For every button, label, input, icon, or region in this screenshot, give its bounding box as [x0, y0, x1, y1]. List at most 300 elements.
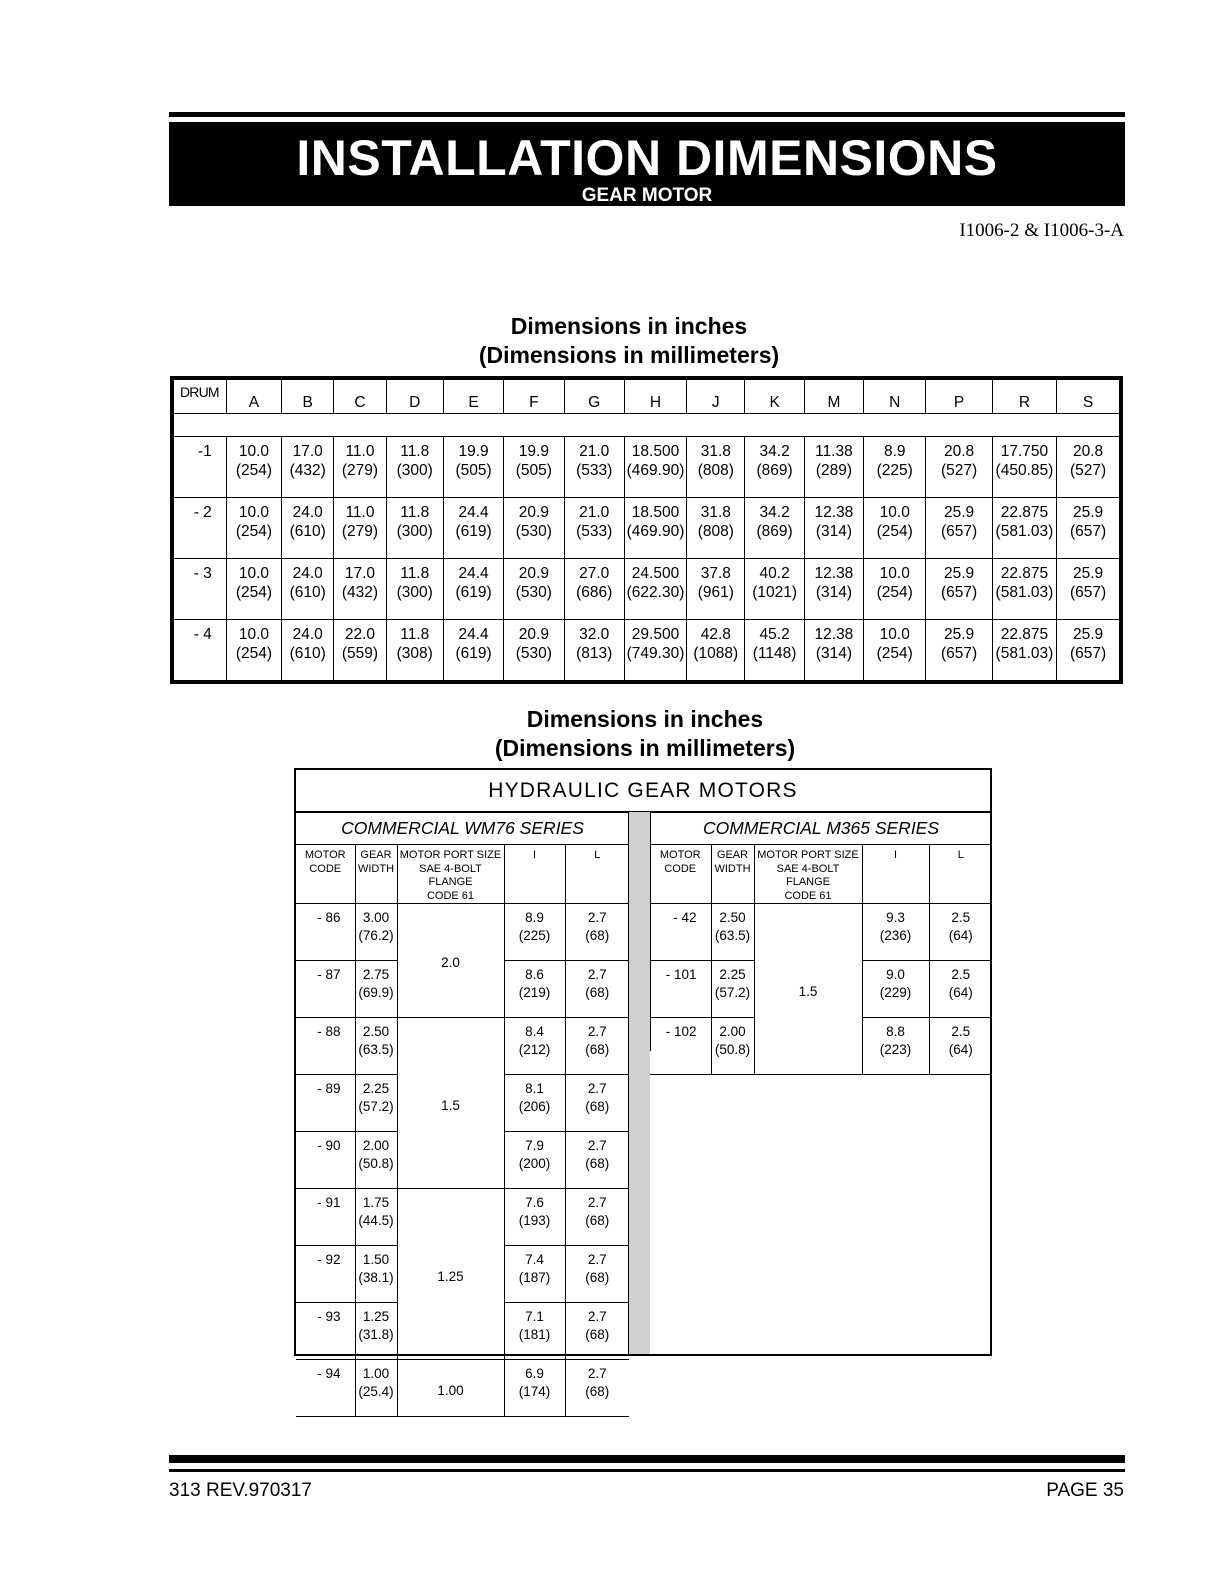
table-row	[296, 1189, 629, 1246]
drum-label: - 4	[172, 620, 226, 683]
value-millimeters: (300)	[396, 523, 433, 540]
value-inches: 10.0	[238, 565, 269, 582]
column-header: J	[687, 378, 745, 414]
l-dimension	[565, 961, 629, 1018]
header-line: SAE 4-BOLT FLANGE	[776, 862, 840, 888]
dimension-cell	[804, 559, 863, 620]
motor-code-header	[296, 845, 355, 904]
value-millimeters: (619)	[455, 523, 492, 540]
dimension-cell	[745, 620, 804, 683]
value-millimeters: (64)	[948, 1041, 973, 1057]
value-millimeters: (254)	[876, 523, 913, 540]
port-size: 1.00	[397, 1360, 504, 1417]
value-inches: 24.500	[631, 565, 680, 582]
dimension-cell	[804, 498, 863, 559]
dimension-cell	[226, 559, 281, 620]
value-millimeters: (69.9)	[358, 984, 394, 1000]
value-millimeters: (505)	[515, 462, 552, 479]
value-inches: 7.4	[525, 1252, 544, 1267]
value-inches: 2.7	[587, 1309, 607, 1324]
value-millimeters: (254)	[235, 523, 273, 540]
gear-width	[355, 961, 397, 1018]
motor-table-caption	[33, 705, 1224, 763]
value-inches: 45.2	[759, 626, 790, 643]
dimension-cell	[226, 437, 281, 498]
dimension-cell	[334, 498, 386, 559]
value-inches: 8.1	[525, 1081, 544, 1096]
motor-code: - 90	[296, 1132, 355, 1189]
value-inches: 11.8	[400, 504, 430, 521]
dimension-cell	[334, 559, 386, 620]
header-line: MOTOR PORT SIZE	[757, 849, 859, 861]
value-inches: 19.9	[458, 443, 489, 460]
value-inches: 20.9	[518, 565, 549, 582]
value-inches: 10.0	[238, 443, 269, 460]
l-dimension	[929, 904, 992, 961]
value-inches: 17.0	[344, 565, 376, 582]
l-dimension	[565, 904, 629, 961]
header-line: MOTOR	[659, 849, 701, 861]
port-size: 1.5	[397, 1018, 504, 1189]
dimension-cell	[745, 559, 804, 620]
value-inches: 25.9	[1072, 504, 1104, 521]
value-inches: 24.4	[458, 504, 489, 521]
value-inches: 2.5	[951, 910, 971, 925]
value-millimeters: (223)	[879, 1041, 912, 1057]
motor-code: - 92	[296, 1246, 355, 1303]
dimension-cell	[624, 620, 686, 683]
gear-width	[355, 1189, 397, 1246]
i-dimension	[504, 1360, 565, 1417]
header-line: WIDTH	[357, 862, 395, 875]
l-dimension	[565, 1075, 629, 1132]
column-header: K	[745, 378, 804, 414]
header-line: MOTOR PORT SIZE	[399, 849, 502, 861]
value-millimeters: (505)	[455, 462, 492, 479]
value-inches: 7.6	[525, 1195, 544, 1210]
value-millimeters: (68)	[585, 927, 610, 943]
i-dimension	[862, 904, 929, 961]
dimension-cell	[992, 620, 1056, 683]
header-line: CODE 61	[784, 889, 832, 902]
value-millimeters: (57.2)	[714, 984, 751, 1000]
dimension-cell	[926, 498, 992, 559]
i-dimension	[862, 1018, 929, 1075]
header-row	[172, 378, 1121, 414]
drum-label: - 3	[172, 559, 226, 620]
dimension-cell	[386, 498, 443, 559]
value-inches: 25.9	[943, 565, 975, 582]
dimension-cell	[992, 437, 1056, 498]
value-inches: 25.9	[1072, 565, 1104, 582]
dimension-cell	[864, 437, 926, 498]
value-millimeters: (68)	[585, 1041, 610, 1057]
port-size: 2.0	[397, 904, 504, 1018]
value-millimeters: (1021)	[752, 584, 798, 601]
value-millimeters: (206)	[518, 1098, 551, 1114]
l-header: L	[565, 845, 629, 904]
drum-dimensions-table	[170, 376, 1123, 684]
title-banner	[169, 122, 1125, 206]
value-inches: 32.0	[579, 626, 610, 643]
dimension-cell	[624, 437, 686, 498]
value-millimeters: (68)	[585, 1155, 610, 1171]
series-divider	[628, 812, 651, 1354]
value-millimeters: (76.2)	[358, 927, 394, 943]
value-millimeters: (610)	[289, 523, 326, 540]
value-inches: 25.9	[943, 504, 975, 521]
value-millimeters: (68)	[585, 1326, 610, 1342]
motor-code: - 42	[650, 904, 711, 961]
table-row	[172, 559, 1121, 620]
value-millimeters: (581.03)	[995, 584, 1054, 601]
footer-right: PAGE 35	[1046, 1480, 1124, 1501]
column-header: S	[1057, 378, 1121, 414]
value-millimeters: (657)	[1069, 645, 1107, 662]
dimension-cell	[443, 620, 503, 683]
l-header: L	[929, 845, 992, 904]
value-inches: 20.9	[518, 504, 549, 521]
value-inches: 2.7	[587, 1252, 607, 1267]
value-inches: 1.00	[362, 1366, 390, 1381]
gear-width	[355, 1360, 397, 1417]
motor-code: - 87	[296, 961, 355, 1018]
dimension-cell	[745, 498, 804, 559]
value-millimeters: (530)	[515, 523, 552, 540]
page-title: INSTALLATION DIMENSIONS	[296, 130, 998, 186]
gear-width	[711, 904, 754, 961]
document-reference: I1006-2 & I1006-3-A	[959, 220, 1124, 241]
value-millimeters: (314)	[815, 645, 853, 662]
value-inches: 25.9	[943, 626, 975, 643]
column-header: F	[504, 378, 564, 414]
value-inches: 24.0	[292, 626, 323, 643]
drum-table-caption	[17, 312, 1224, 370]
value-inches: 8.9	[525, 910, 544, 925]
gear-width	[355, 904, 397, 961]
motor-code: - 101	[650, 961, 711, 1018]
value-millimeters: (31.8)	[358, 1326, 394, 1342]
value-millimeters: (610)	[289, 584, 326, 601]
l-dimension	[929, 1018, 992, 1075]
dimension-cell	[564, 620, 624, 683]
value-inches: 1.75	[362, 1195, 390, 1210]
drum-label: -1	[172, 437, 226, 498]
footer-rule	[169, 1455, 1125, 1463]
value-millimeters: (657)	[1069, 584, 1107, 601]
value-inches: 7.1	[525, 1309, 544, 1324]
value-millimeters: (808)	[697, 523, 734, 540]
port-size-header	[754, 845, 862, 904]
dimension-cell	[804, 437, 863, 498]
value-millimeters: (749.30)	[626, 645, 685, 662]
value-millimeters: (68)	[585, 1383, 610, 1399]
port-size: 1.25	[397, 1189, 504, 1360]
table-row	[172, 498, 1121, 559]
value-inches: 2.7	[587, 1366, 607, 1381]
value-millimeters: (469.90)	[626, 523, 685, 540]
table-row	[172, 620, 1121, 683]
i-dimension	[504, 904, 565, 961]
motor-code: - 94	[296, 1360, 355, 1417]
value-inches: 20.8	[943, 443, 975, 460]
value-millimeters: (314)	[815, 523, 853, 540]
motor-code: - 102	[650, 1018, 711, 1075]
value-inches: 2.00	[362, 1138, 390, 1153]
value-inches: 22.875	[1000, 565, 1049, 582]
dimension-cell	[1057, 498, 1121, 559]
value-millimeters: (808)	[697, 462, 734, 479]
value-millimeters: (225)	[876, 462, 913, 479]
caption-line-2: (Dimensions in millimeters)	[478, 342, 780, 368]
header-line: GEAR	[360, 849, 392, 861]
dimension-cell	[504, 620, 564, 683]
value-millimeters: (254)	[235, 462, 273, 479]
value-inches: 8.8	[886, 1024, 905, 1039]
value-millimeters: (530)	[515, 584, 552, 601]
dimension-cell	[504, 559, 564, 620]
header-line: CODE 61	[426, 889, 475, 902]
value-millimeters: (254)	[876, 645, 913, 662]
motor-code-header	[650, 845, 711, 904]
column-header-row	[296, 845, 629, 904]
port-size: 1.5	[754, 904, 862, 1075]
i-dimension	[862, 961, 929, 1018]
value-inches: 20.8	[1072, 443, 1104, 460]
value-inches: 12.38	[814, 565, 854, 582]
dimension-cell	[864, 620, 926, 683]
column-header: G	[564, 378, 624, 414]
m365-series-table	[650, 812, 992, 1075]
value-millimeters: (469.90)	[626, 462, 685, 479]
dimension-cell	[282, 620, 334, 683]
value-inches: 1.50	[362, 1252, 390, 1267]
value-millimeters: (225)	[518, 927, 551, 943]
value-millimeters: (181)	[518, 1326, 551, 1342]
dimension-cell	[386, 559, 443, 620]
column-header: R	[992, 378, 1056, 414]
value-millimeters: (813)	[576, 645, 613, 662]
dimension-cell	[926, 559, 992, 620]
dimension-cell	[564, 437, 624, 498]
drum-label: - 2	[172, 498, 226, 559]
value-millimeters: (63.5)	[714, 927, 751, 943]
dimension-cell	[334, 620, 386, 683]
value-inches: 12.38	[814, 504, 854, 521]
value-millimeters: (527)	[940, 462, 978, 479]
value-millimeters: (236)	[879, 927, 912, 943]
motor-code: - 91	[296, 1189, 355, 1246]
value-millimeters: (289)	[815, 462, 853, 479]
value-millimeters: (38.1)	[358, 1269, 394, 1285]
value-inches: 11.0	[345, 443, 375, 460]
value-inches: 8.4	[525, 1024, 544, 1039]
dimension-cell	[624, 559, 686, 620]
gear-width-header	[711, 845, 754, 904]
caption-line-2: (Dimensions in millimeters)	[494, 735, 796, 761]
value-inches: 17.750	[1000, 443, 1049, 460]
value-inches: 10.0	[879, 626, 910, 643]
spacer-row	[172, 414, 1121, 437]
dimension-cell	[745, 437, 804, 498]
value-inches: 11.8	[400, 626, 430, 643]
value-millimeters: (64)	[948, 984, 973, 1000]
dimension-cell	[864, 559, 926, 620]
value-inches: 31.8	[700, 504, 731, 521]
value-millimeters: (308)	[396, 645, 433, 662]
value-millimeters: (581.03)	[995, 645, 1054, 662]
dimension-cell	[687, 620, 745, 683]
page-subtitle: GEAR MOTOR	[581, 185, 713, 206]
l-dimension	[565, 1303, 629, 1360]
value-inches: 2.75	[362, 967, 390, 982]
value-inches: 10.0	[238, 504, 269, 521]
dimension-cell	[226, 498, 281, 559]
gear-width	[355, 1246, 397, 1303]
value-millimeters: (68)	[585, 1212, 610, 1228]
value-inches: 8.9	[883, 443, 906, 460]
value-millimeters: (50.8)	[358, 1155, 394, 1171]
dimension-cell	[443, 437, 503, 498]
dimension-cell	[992, 498, 1056, 559]
i-dimension	[504, 1246, 565, 1303]
l-dimension	[565, 1246, 629, 1303]
value-inches: 27.0	[579, 565, 610, 582]
value-inches: 2.25	[719, 967, 746, 982]
l-dimension	[565, 1132, 629, 1189]
i-header: I	[504, 845, 565, 904]
column-header: P	[926, 378, 992, 414]
value-millimeters: (869)	[756, 462, 793, 479]
value-millimeters: (254)	[235, 584, 273, 601]
value-millimeters: (279)	[341, 462, 379, 479]
value-inches: 11.38	[815, 443, 853, 460]
header-line: WIDTH	[714, 862, 751, 875]
value-inches: 1.25	[362, 1309, 390, 1324]
value-inches: 2.7	[587, 1195, 607, 1210]
value-millimeters: (657)	[940, 645, 978, 662]
value-inches: 9.3	[886, 910, 905, 925]
value-millimeters: (212)	[518, 1041, 551, 1057]
motor-code: - 86	[296, 904, 355, 961]
value-millimeters: (229)	[879, 984, 912, 1000]
dimension-cell	[504, 437, 564, 498]
header-line: CODE	[664, 862, 697, 875]
value-inches: 2.7	[587, 910, 607, 925]
value-inches: 40.2	[759, 565, 790, 582]
column-header: H	[624, 378, 686, 414]
i-header: I	[862, 845, 929, 904]
value-inches: 19.9	[518, 443, 549, 460]
value-millimeters: (961)	[697, 584, 734, 601]
value-millimeters: (533)	[576, 523, 613, 540]
value-inches: 2.7	[587, 1081, 607, 1096]
value-millimeters: (559)	[341, 645, 379, 662]
value-millimeters: (432)	[289, 462, 326, 479]
caption-line-1: Dimensions in inches	[526, 706, 764, 732]
dimension-cell	[282, 559, 334, 620]
value-inches: 22.875	[1000, 504, 1049, 521]
dimension-cell	[1057, 437, 1121, 498]
value-inches: 3.00	[362, 910, 390, 925]
column-header-row	[650, 845, 992, 904]
table-row	[296, 1360, 629, 1417]
gear-width	[355, 1018, 397, 1075]
value-inches: 17.0	[292, 443, 323, 460]
value-millimeters: (619)	[455, 584, 492, 601]
value-inches: 24.0	[292, 504, 323, 521]
dimension-cell	[624, 498, 686, 559]
value-inches: 37.8	[700, 565, 731, 582]
value-millimeters: (187)	[518, 1269, 551, 1285]
gear-width	[711, 961, 754, 1018]
hydraulic-table-title: HYDRAULIC GEAR MOTORS	[296, 770, 990, 812]
motor-code: - 93	[296, 1303, 355, 1360]
value-inches: 18.500	[631, 504, 680, 521]
value-millimeters: (657)	[940, 584, 978, 601]
l-dimension	[565, 1360, 629, 1417]
value-inches: 2.50	[719, 910, 746, 925]
value-inches: 2.5	[951, 1024, 971, 1039]
value-inches: 34.2	[759, 504, 790, 521]
column-header: M	[804, 378, 863, 414]
value-inches: 24.4	[458, 626, 489, 643]
value-inches: 18.500	[631, 443, 680, 460]
header-rule	[169, 112, 1125, 117]
value-inches: 42.8	[700, 626, 731, 643]
value-inches: 2.25	[362, 1081, 390, 1096]
gear-width	[355, 1303, 397, 1360]
dimension-cell	[443, 559, 503, 620]
blank-area	[650, 1051, 990, 1354]
dimension-cell	[386, 437, 443, 498]
table-row	[296, 1018, 629, 1075]
dimension-cell	[804, 620, 863, 683]
table-row	[172, 437, 1121, 498]
header-line: CODE	[309, 862, 342, 875]
motor-code: - 89	[296, 1075, 355, 1132]
value-inches: 20.9	[518, 626, 549, 643]
value-inches: 10.0	[879, 504, 910, 521]
dimension-cell	[226, 620, 281, 683]
dimension-cell	[1057, 559, 1121, 620]
dimension-cell	[687, 498, 745, 559]
value-inches: 29.500	[631, 626, 680, 643]
column-header: E	[443, 378, 503, 414]
l-dimension	[929, 961, 992, 1018]
value-inches: 31.8	[700, 443, 731, 460]
value-millimeters: (174)	[518, 1383, 551, 1399]
motor-code: - 88	[296, 1018, 355, 1075]
value-millimeters: (25.4)	[358, 1383, 394, 1399]
dimension-cell	[687, 559, 745, 620]
i-dimension	[504, 1303, 565, 1360]
value-millimeters: (619)	[455, 645, 492, 662]
value-millimeters: (254)	[876, 584, 913, 601]
hydraulic-gear-motors-table	[294, 768, 992, 1399]
value-millimeters: (279)	[341, 523, 379, 540]
column-header: A	[226, 378, 281, 414]
dimension-cell	[386, 620, 443, 683]
value-inches: 10.0	[238, 626, 269, 643]
value-inches: 25.9	[1072, 626, 1104, 643]
gear-width	[711, 1018, 754, 1075]
gear-width	[355, 1075, 397, 1132]
value-millimeters: (314)	[815, 584, 853, 601]
caption-line-1: Dimensions in inches	[510, 313, 748, 339]
value-millimeters: (44.5)	[358, 1212, 394, 1228]
column-header: B	[282, 378, 334, 414]
